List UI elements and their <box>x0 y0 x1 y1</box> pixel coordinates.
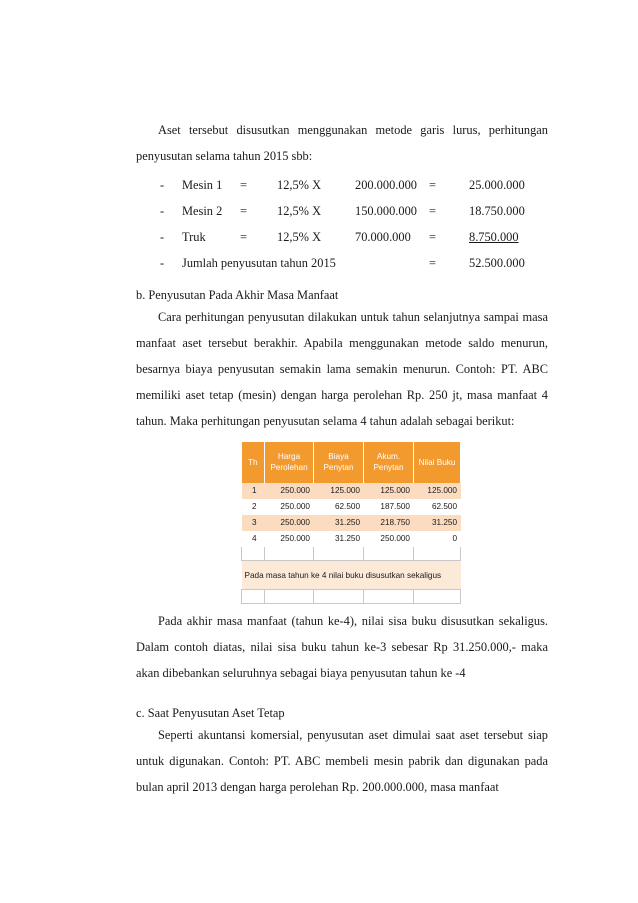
table-cell: 218.750 <box>364 515 414 531</box>
table-cell: 62.500 <box>314 499 364 515</box>
table-cell: 3 <box>242 515 265 531</box>
table-row <box>242 499 461 515</box>
table-cell: 1 <box>242 483 265 499</box>
list-dash: - <box>160 256 165 270</box>
asset-name: Mesin 1 <box>182 178 223 192</box>
section-b-heading: b. Penyusutan Pada Akhir Masa Manfaat <box>136 288 339 302</box>
total-label: Jumlah penyusutan tahun 2015 <box>182 256 336 270</box>
asset-name: Truk <box>182 230 206 244</box>
list-total-item <box>160 250 540 276</box>
list-item <box>160 224 540 250</box>
acquisition-cost: 70.000.000 <box>355 230 411 244</box>
total-result: 52.500.000 <box>469 256 525 270</box>
empty-cell <box>364 590 414 604</box>
table-blank-row <box>242 590 461 604</box>
list-dash: - <box>160 230 165 244</box>
table-note: Pada masa tahun ke 4 nilai buku disusutkan sekaligus <box>242 561 461 590</box>
intro-paragraph: Aset tersebut disusutkan menggunakan metode garis lurus, perhitungan penyusutan selama tahun 2015 sbb: <box>136 123 548 163</box>
equals-sign: = <box>240 204 247 218</box>
empty-cell <box>242 547 265 561</box>
depreciation-table <box>241 442 460 604</box>
table-cell: 0 <box>414 531 461 547</box>
table-cell: 250.000 <box>265 531 314 547</box>
column-header: Nilai Buku <box>414 442 461 483</box>
empty-cell <box>265 590 314 604</box>
depreciation-rate: 12,5% X <box>277 178 322 192</box>
depreciation-rate: 12,5% X <box>277 230 322 244</box>
list-item <box>160 172 540 198</box>
empty-cell <box>314 547 364 561</box>
empty-cell <box>314 590 364 604</box>
table-cell: 62.500 <box>414 499 461 515</box>
table-cell: 125.000 <box>414 483 461 499</box>
table-cell: 125.000 <box>364 483 414 499</box>
table-cell: 250.000 <box>265 499 314 515</box>
equals-sign: = <box>429 230 436 244</box>
list-dash: - <box>160 204 165 218</box>
table-cell: 4 <box>242 531 265 547</box>
section-c-paragraph: Seperti akuntansi komersial, penyusutan aset dimulai saat aset tersebut siap untuk digunakan. Contoh: PT. ABC membeli mesin pabrik dan digunakan pada bulan april 2013 dengan harga perolehan Rp. 200.000.000, masa manfaat <box>136 728 548 794</box>
table-cell: 31.250 <box>314 515 364 531</box>
table-row <box>242 531 461 547</box>
section-c-heading: c. Saat Penyusutan Aset Tetap <box>136 706 285 720</box>
after-table-paragraph: Pada akhir masa manfaat (tahun ke-4), nilai sisa buku disusutkan sekaligus. Dalam contoh diatas, nilai sisa buku tahun ke-3 sebesar Rp 31.250.000,- maka akan dibebankan seluruhnya sebagai biaya penyusutan tahun ke -4 <box>136 614 548 680</box>
table-cell: 250.000 <box>364 531 414 547</box>
column-header: Harga Perolehan <box>265 442 314 483</box>
table-row <box>242 515 461 531</box>
depreciation-rate: 12,5% X <box>277 204 322 218</box>
table-cell: 31.250 <box>414 515 461 531</box>
table-cell: 2 <box>242 499 265 515</box>
column-header: Biaya Penytan <box>314 442 364 483</box>
table-cell: 31.250 <box>314 531 364 547</box>
table-note-row <box>242 561 461 590</box>
empty-cell <box>242 590 265 604</box>
empty-cell <box>364 547 414 561</box>
equals-sign: = <box>429 256 436 270</box>
table-cell: 250.000 <box>265 483 314 499</box>
empty-cell <box>414 547 461 561</box>
column-header: Akum. Penytan <box>364 442 414 483</box>
table-cell: 187.500 <box>364 499 414 515</box>
equals-sign: = <box>240 178 247 192</box>
acquisition-cost: 150.000.000 <box>355 204 417 218</box>
table-blank-row <box>242 547 461 561</box>
table-cell: 250.000 <box>265 515 314 531</box>
depreciation-result: 8.750.000 <box>469 230 519 244</box>
list-item <box>160 198 540 224</box>
equals-sign: = <box>429 204 436 218</box>
list-dash: - <box>160 178 165 192</box>
empty-cell <box>414 590 461 604</box>
depreciation-result: 18.750.000 <box>469 204 525 218</box>
depreciation-result: 25.000.000 <box>469 178 525 192</box>
empty-cell <box>265 547 314 561</box>
column-header: Th <box>242 442 265 483</box>
equals-sign: = <box>429 178 436 192</box>
equals-sign: = <box>240 230 247 244</box>
table-cell: 125.000 <box>314 483 364 499</box>
table-row <box>242 483 461 499</box>
asset-name: Mesin 2 <box>182 204 223 218</box>
acquisition-cost: 200.000.000 <box>355 178 417 192</box>
depreciation-calc-list <box>160 172 540 276</box>
section-b-paragraph: Cara perhitungan penyusutan dilakukan untuk tahun selanjutnya sampai masa manfaat aset tersebut berakhir. Apabila menggunakan metode saldo menurun, besarnya biaya penyusutan semakin lama semakin menurun. Contoh: PT. ABC memiliki aset tetap (mesin) dengan harga perolehan Rp. 250 jt, masa manfaat 4 tahun. Maka perhitungan penyusutan selama 4 tahun adalah sebagai berikut: <box>136 310 548 428</box>
